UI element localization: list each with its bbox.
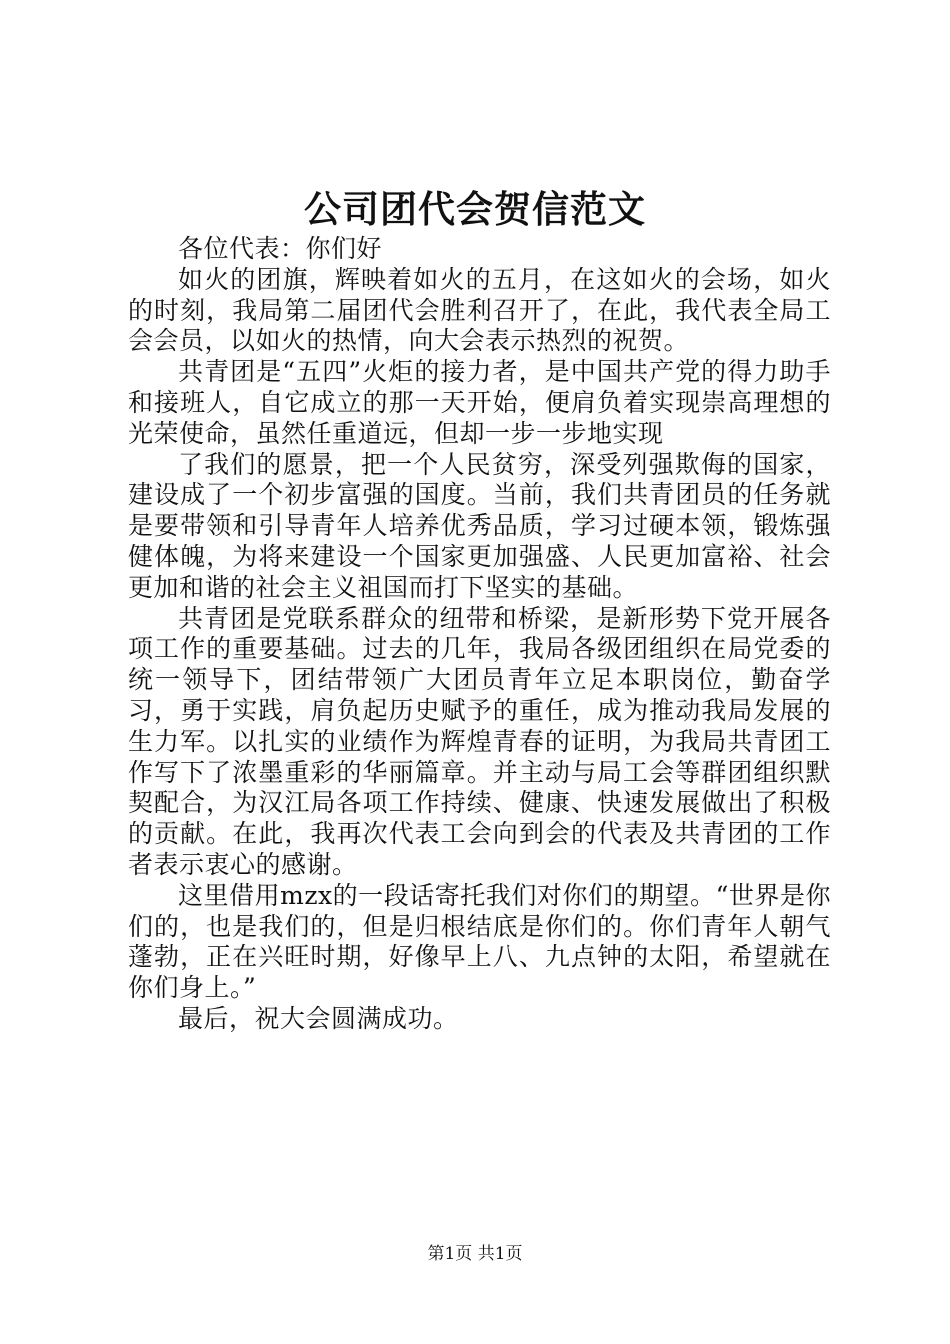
- paragraph-league-history: 共青团是“五四”火炬的接力者，是中国共产党的得力助手和接班人，自它成立的那一天开始，便肩负着实现崇高理想的光荣使命，虽然任重道远，但却一步一步地实现: [128, 357, 831, 448]
- page-number-footer: 第1页 共1页: [427, 1244, 523, 1264]
- document-title: 公司团代会贺信范文: [304, 188, 646, 231]
- paragraph-league-achievements: 共青团是党联系群众的纽带和桥梁，是新形势下党开展各项工作的重要基础。过去的几年，我局各级团组织在局党委的统一领导下，团结带领广大团员青年立足本职岗位，勤奋学习，勇于实践，肩负起历史赋予的重任，成为推动我局发展的生力军。以扎实的业绩作为辉煌青春的证明，为我局共青团工作写下了浓墨重彩的华丽篇章。并主动与局工会等群团组织默契配合，为汉江局各项工作持续、健康、快速发展做出了积极的贡献。在此，我再次代表工会向到会的代表及共青团的工作者表示衷心的感谢。: [128, 603, 831, 879]
- paragraph-greeting: 各位代表：你们好: [178, 234, 383, 263]
- paragraph-congratulation: 如火的团旗，辉映着如火的五月，在这如火的会场，如火的时刻，我局第二届团代会胜利召开了，在此，我代表全局工会会员，以如火的热情，向大会表示热烈的祝贺。: [128, 264, 831, 356]
- paragraph-closing: 最后，祝大会圆满成功。: [178, 1003, 459, 1033]
- paragraph-quote: 这里借用mzx的一段话寄托我们对你们的期望。“世界是你们的，也是我们的，但是归根结底是你们的。你们青年人朝气蓬勃，正在兴旺时期，好像早上八、九点钟的太阳，希望就在你们身上。”: [128, 880, 831, 1003]
- document-body: [128, 234, 831, 1035]
- paragraph-league-mission: 了我们的愿景，把一个人民贫穷，深受列强欺侮的国家，建设成了一个初步富强的国度。当前，我们共青团员的任务就是要带领和引导青年人培养优秀品质，学习过硬本领，锻炼强健体魄，为将来建设一个国家更加强盛、人民更加富裕、社会更加和谐的社会主义祖国而打下坚实的基础。: [128, 449, 831, 602]
